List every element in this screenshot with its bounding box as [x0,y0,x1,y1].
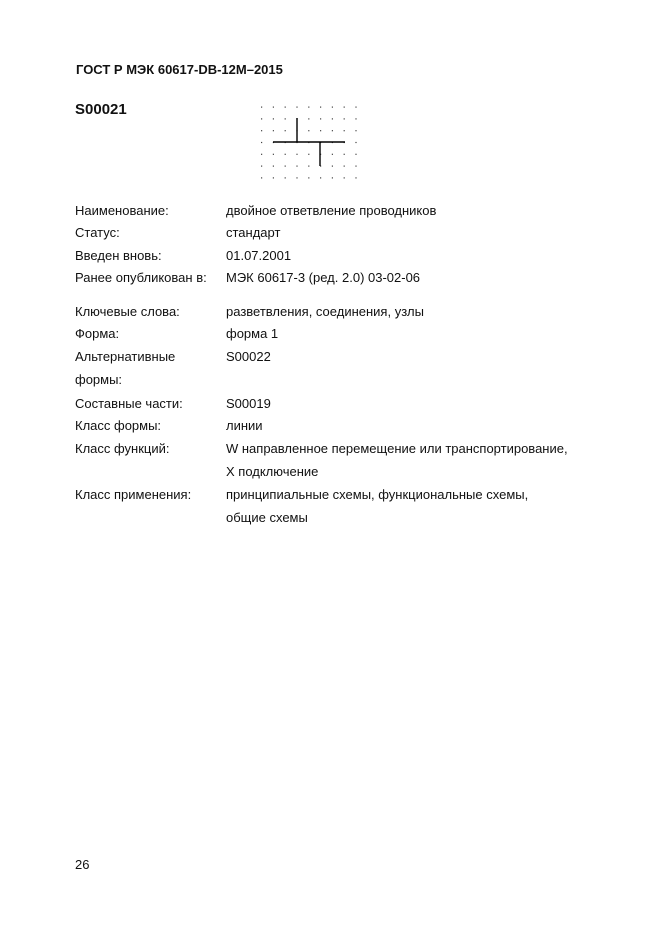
grid-dot [355,107,356,108]
grid-dot [320,107,321,108]
grid-dot [261,130,262,131]
double-junction-symbol [250,98,370,188]
grid-dot [332,154,333,155]
grid-dot [320,177,321,178]
grid-dot [332,118,333,119]
grid-dot [332,130,333,131]
grid-dot [332,177,333,178]
field-value-alternatives: S00022 [226,349,271,364]
field-label-alternatives: Альтернативные [75,349,176,364]
field-value-introduced: 01.07.2001 [226,248,292,263]
field-label-status: Статус: [75,225,120,240]
grid-dot [344,107,345,108]
field-label-form-class: Класс формы: [75,418,162,433]
field-value-status: стандарт [226,225,281,240]
grid-dot [308,166,309,167]
field-value-function-class: W направленное перемещение или транспортирование, [226,441,568,456]
grid-dot [273,130,274,131]
grid-dot [355,118,356,119]
field-label-introduced: Введен вновь: [75,248,162,263]
grid-dot [308,154,309,155]
grid-dot [355,130,356,131]
grid-dot [273,154,274,155]
grid-dot [332,166,333,167]
grid-dot [320,118,321,119]
field-label-parts: Составные части: [75,396,183,411]
grid-dot [355,177,356,178]
field-label-name: Наименование: [75,203,169,218]
field-value-application-class-2: общие схемы [226,510,308,525]
grid-dot [261,118,262,119]
grid-dot [308,130,309,131]
grid-dot [344,166,345,167]
grid-dot [285,107,286,108]
field-value-published: МЭК 60617-3 (ред. 2.0) 03-02-06 [226,270,421,285]
grid-dot [285,177,286,178]
grid-dot [261,107,262,108]
grid-dot [296,166,297,167]
grid-dot [273,177,274,178]
grid-dot [308,177,309,178]
grid-dot [355,166,356,167]
field-label-keywords: Ключевые слова: [75,304,180,319]
grid-dot [296,154,297,155]
grid-dot [332,107,333,108]
grid-dot [285,166,286,167]
field-label-form: Форма: [75,326,120,341]
field-value-function-class-2: X подключение [226,464,319,479]
grid-dot [344,118,345,119]
grid-dot [296,177,297,178]
grid-dot [273,107,274,108]
symbol-code: S00021 [75,101,127,118]
field-value-form: форма 1 [226,326,279,341]
document-header: ГОСТ Р МЭК 60617-DB-12M–2015 [76,62,283,77]
grid-dot [308,118,309,119]
field-value-name: двойное ответвление проводников [226,203,437,218]
field-label-published: Ранее опубликован в: [75,270,207,285]
grid-dot [285,154,286,155]
page-number: 26 [75,857,90,872]
field-value-form-class: линии [226,418,263,433]
grid-dot [308,107,309,108]
grid-dot [261,142,262,143]
grid-dot [344,177,345,178]
grid-dot [344,154,345,155]
grid-dot [355,142,356,143]
field-value-keywords: разветвления, соединения, узлы [226,304,424,319]
field-label-application-class: Класс применения: [75,487,192,502]
grid-dot [344,130,345,131]
grid-dot [285,118,286,119]
field-value-parts: S00019 [226,396,271,411]
grid-dot [261,154,262,155]
grid-dot [296,107,297,108]
grid-dot [273,118,274,119]
grid-dot [355,154,356,155]
grid-dot [320,130,321,131]
grid-dot [261,166,262,167]
grid-dot [261,177,262,178]
field-value-application-class: принципиальные схемы, функциональные схемы, [226,487,529,502]
field-label-alternatives-2: формы: [75,372,123,387]
grid-dot [285,130,286,131]
field-label-function-class: Класс функций: [75,441,170,456]
grid-dot [273,166,274,167]
